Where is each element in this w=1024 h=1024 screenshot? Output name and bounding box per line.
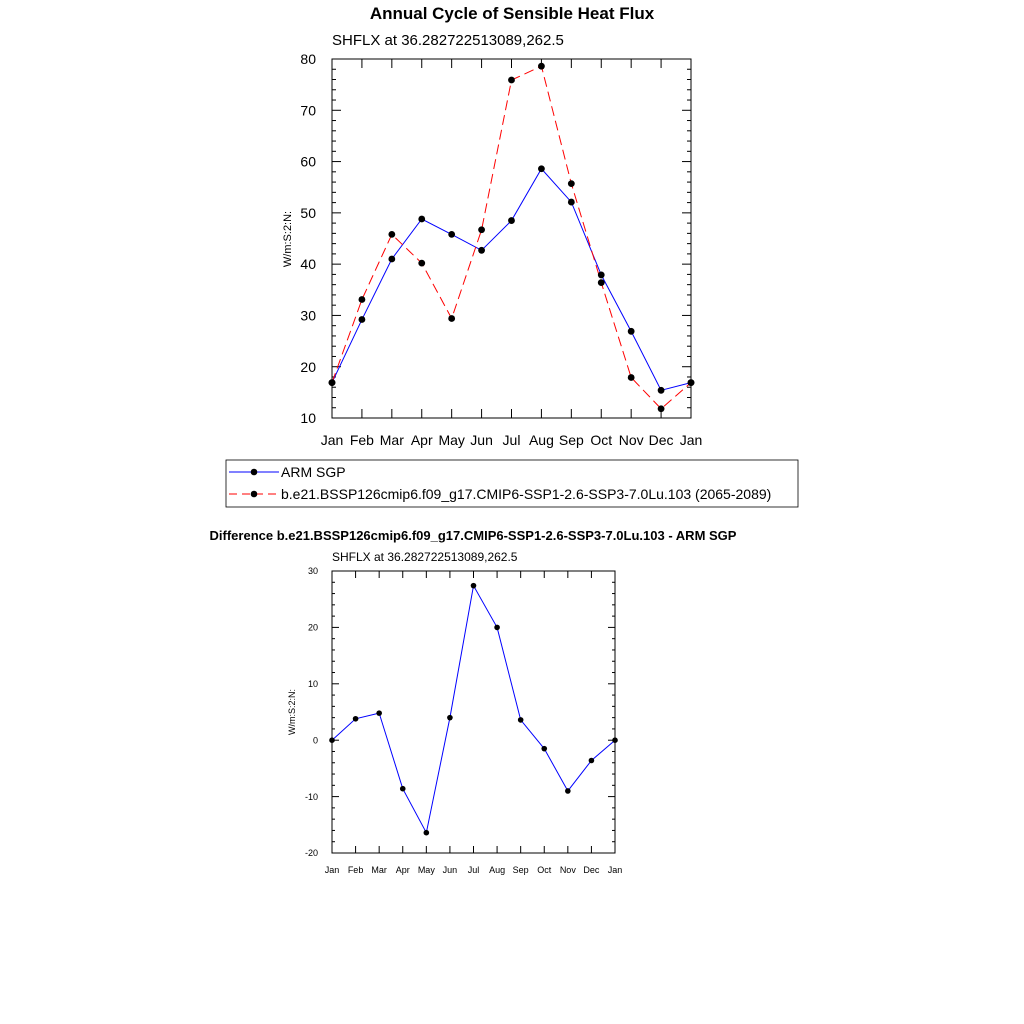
x-tick-label: May xyxy=(438,432,465,448)
data-point-1 xyxy=(688,379,695,386)
data-point-0 xyxy=(518,717,524,723)
legend-label-model: b.e21.BSSP126cmip6.f09_g17.CMIP6-SSP1-2.6-SSP3-7.0Lu.103 (2065-2089) xyxy=(281,486,772,502)
x-tick-label: Feb xyxy=(347,865,364,875)
data-point-0 xyxy=(448,231,455,238)
data-point-1 xyxy=(359,296,366,303)
x-tick-label: May xyxy=(417,865,435,875)
y-tick-label: 70 xyxy=(300,102,316,119)
data-point-0 xyxy=(329,737,335,743)
series-line-1 xyxy=(332,66,691,409)
x-tick-label: Nov xyxy=(618,432,644,448)
y-tick-label: 40 xyxy=(300,256,316,273)
x-tick-label: Aug xyxy=(528,432,554,448)
y-tick-label: 30 xyxy=(307,566,318,577)
plot-frame xyxy=(332,59,691,418)
data-point-0 xyxy=(628,328,635,335)
x-tick-label: Dec xyxy=(648,432,674,448)
x-tick-label: Jun xyxy=(470,432,493,448)
data-point-0 xyxy=(359,316,366,323)
data-point-0 xyxy=(478,247,485,254)
data-point-0 xyxy=(589,758,595,764)
difference-series-markers xyxy=(329,583,618,836)
data-point-1 xyxy=(388,231,395,238)
x-tick-label: Oct xyxy=(537,865,552,875)
y-tick-label: -20 xyxy=(304,848,318,859)
y-tick-label: 50 xyxy=(300,204,316,221)
x-tick-label: Sep xyxy=(558,432,584,448)
data-point-0 xyxy=(400,786,406,792)
x-tick-label: Apr xyxy=(410,432,433,448)
data-point-0 xyxy=(541,746,547,752)
data-point-0 xyxy=(568,199,575,206)
y-tick-label: 10 xyxy=(307,679,318,690)
x-tick-label: Jan xyxy=(607,865,623,875)
data-point-0 xyxy=(424,830,430,836)
legend-marker-arm xyxy=(251,469,258,476)
series-lines xyxy=(332,66,691,409)
y-tick-label: 20 xyxy=(300,358,316,375)
x-tick-label: Nov xyxy=(559,865,576,875)
x-tick-label: Mar xyxy=(379,432,404,448)
series-line-0 xyxy=(332,586,615,833)
x-tick-label: Jul xyxy=(502,432,521,448)
y-tick-label: 60 xyxy=(300,153,316,170)
difference-axis-ticks xyxy=(305,566,622,875)
data-point-1 xyxy=(329,379,336,386)
data-point-0 xyxy=(565,788,571,794)
data-point-1 xyxy=(508,77,515,84)
x-tick-label: Jul xyxy=(467,865,480,875)
data-point-0 xyxy=(376,710,382,716)
data-point-0 xyxy=(447,715,453,721)
chart-subtitle: SHFLX at 36.282722513089,262.5 xyxy=(332,32,564,49)
legend-marker-model xyxy=(251,491,258,498)
data-point-0 xyxy=(612,737,618,743)
data-point-0 xyxy=(494,625,500,631)
series-markers xyxy=(329,63,695,412)
data-point-0 xyxy=(598,272,605,279)
difference-chart xyxy=(210,528,737,875)
x-tick-label: Sep xyxy=(512,865,529,875)
data-point-0 xyxy=(508,217,515,224)
data-point-1 xyxy=(628,374,635,381)
x-tick-label: Mar xyxy=(371,865,387,875)
data-point-0 xyxy=(418,216,425,223)
x-tick-label: Jun xyxy=(442,865,458,875)
chart-title: Annual Cycle of Sensible Heat Flux xyxy=(369,4,655,23)
x-tick-label: Aug xyxy=(489,865,506,875)
x-tick-label: Feb xyxy=(349,432,374,448)
y-tick-label: 30 xyxy=(300,307,316,324)
data-point-0 xyxy=(388,256,395,263)
y-tick-label: -10 xyxy=(304,791,318,802)
data-point-0 xyxy=(471,583,477,589)
data-point-1 xyxy=(658,405,665,412)
annual-cycle-chart xyxy=(282,4,702,448)
x-tick-label: Dec xyxy=(583,865,600,875)
legend xyxy=(226,460,798,507)
data-point-1 xyxy=(418,260,425,267)
difference-plot-frame xyxy=(332,571,615,853)
difference-subtitle: SHFLX at 36.282722513089,262.5 xyxy=(332,550,518,564)
x-tick-label: Jan xyxy=(320,432,344,448)
data-point-1 xyxy=(598,279,605,286)
data-point-0 xyxy=(353,716,359,722)
y-tick-label: 20 xyxy=(307,622,318,633)
x-tick-label: Jan xyxy=(679,432,703,448)
data-point-1 xyxy=(568,180,575,187)
data-point-0 xyxy=(538,165,545,172)
y-axis-label: W/m:S:2:N: xyxy=(282,210,294,268)
x-tick-label: Apr xyxy=(395,865,410,875)
data-point-1 xyxy=(448,315,455,322)
data-point-1 xyxy=(538,63,545,70)
y-tick-label: 80 xyxy=(300,51,316,68)
data-point-0 xyxy=(658,387,665,394)
difference-series-lines xyxy=(332,586,615,833)
difference-title: Difference b.e21.BSSP126cmip6.f09_g17.CMIP6-SSP1-2.6-SSP3-7.0Lu.103 - ARM SGP xyxy=(209,528,737,543)
axis-ticks xyxy=(300,51,702,448)
x-tick-label: Oct xyxy=(590,432,613,448)
y-tick-label: 0 xyxy=(312,735,318,746)
y-tick-label: 10 xyxy=(300,410,316,427)
data-point-1 xyxy=(478,226,485,233)
legend-label-arm: ARM SGP xyxy=(281,464,346,480)
series-line-0 xyxy=(332,169,691,391)
difference-y-axis-label: W/m:S:2:N: xyxy=(287,688,297,736)
x-tick-label: Jan xyxy=(324,865,340,875)
